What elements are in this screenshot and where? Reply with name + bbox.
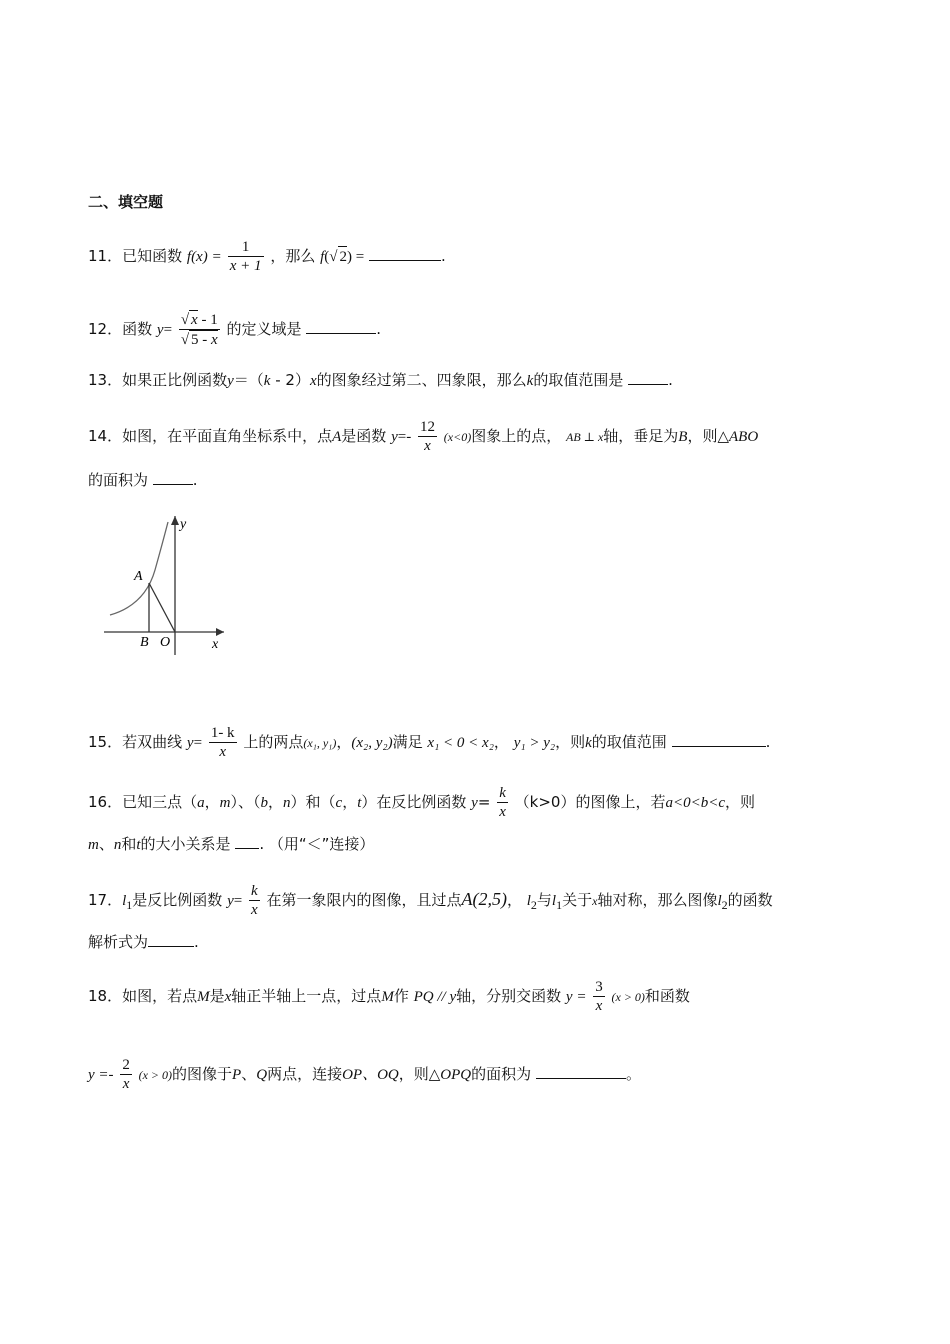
segment-AO (149, 583, 175, 632)
question-14-line2: 的面积为 . (88, 471, 198, 489)
question-18: 18．如图，若点M是x轴正半轴上一点，过点M作 PQ // y轴，分别交函数 y = $\frac{3}{x}$ (x > 0)和函数 (88, 979, 690, 1014)
answer-blank[interactable] (153, 470, 193, 485)
fraction: $\frac{12}{x}$ (420, 419, 435, 454)
answer-blank[interactable] (536, 1064, 626, 1079)
question-18-line2: y =- $\frac{2}{x}$ (x > 0)的图像于P、Q两点，连接OP、OQ，则△OPQ的面积为 。 (88, 1057, 641, 1092)
x-label: x (212, 637, 219, 652)
point-O-label: O (160, 635, 171, 650)
answer-blank[interactable] (148, 932, 194, 947)
question-17: 17．$l_1$是反比例函数 y= $\frac{k}{x}$ 在第一象限内的图像，且过点A(2,5)， $l_2$与$l_1$关于x轴对称，那么图像$l_2$的函数 (88, 883, 773, 918)
fraction: $\frac{1}{x + 1}$ (229, 239, 262, 274)
x-axis-arrow (216, 628, 224, 636)
y-label: y (180, 517, 187, 532)
fraction: $\frac{k}{x}$ (250, 883, 258, 918)
question-15: 15．若双曲线 y= $\frac{1- k}{x}$ 上的两点(x₁, y₁)，(x₂, y₂)满足 x₁ < 0 < x₂， y₁ > y₂，则k的取值范围 . (88, 725, 771, 760)
fraction: $\frac{√ x - 1}{√ 5 - x}$ (180, 312, 218, 348)
point-A-label: A (134, 569, 143, 584)
question-11: 11．已知函数 f(x) = $\frac{1}{x + 1}$ ，那么 f(√ 2) = . (88, 239, 446, 274)
answer-blank[interactable] (369, 246, 441, 261)
fraction: $\frac{1- k}{x}$ (210, 725, 235, 760)
figure-14-graph (100, 510, 230, 660)
point-B-label: B (140, 635, 149, 650)
question-14: 14．如图，在平面直角坐标系中，点A是函数 y=- $\frac{12}{x}$ (x<0)图象上的点， AB ⊥ x轴，垂足为B，则△ABO (88, 419, 759, 454)
answer-blank[interactable] (628, 370, 668, 385)
fraction: $\frac{2}{x}$ (122, 1057, 130, 1092)
question-12: 12．函数 y= $\frac{√ x - 1}{√ 5 - x}$ 的定义域是 . (88, 312, 382, 348)
answer-blank[interactable] (235, 834, 259, 849)
fraction: $\frac{3}{x}$ (595, 979, 603, 1014)
answer-blank[interactable] (306, 319, 376, 334)
section-title: 二、填空题 (88, 193, 164, 211)
fraction: $\frac{k}{x}$ (499, 785, 506, 820)
question-17-line2: 解析式为 . (88, 933, 199, 951)
question-16: 16．已知三点（a，m）、（b，n）和（c，t）在反比例函数 y= $\frac{k}{x}$ （k>0）的图像上，若a<0<b<c，则 (88, 785, 756, 820)
question-16-line2: m、n和t的大小关系是 . （用“＜”连接） (88, 835, 375, 853)
question-13: 13．如果正比例函数y＝（k - 2）x的图象经过第二、四象限，那么k的取值范围是 . (88, 371, 673, 389)
y-axis-arrow (171, 516, 179, 525)
answer-blank[interactable] (672, 732, 766, 747)
